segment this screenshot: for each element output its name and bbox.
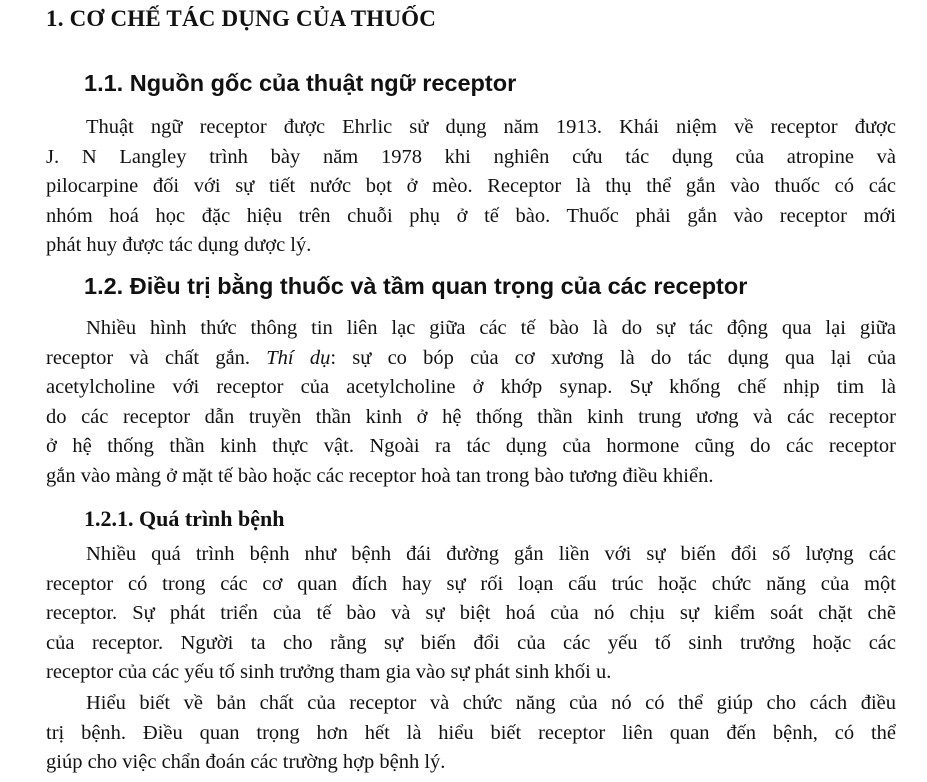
paragraph-line: Thuật ngữ receptor được Ehrlic sử dụng năm 1913. Khái niệm về receptor được [86,116,896,138]
paragraph-text: receptor và chất gắn. [46,346,267,369]
paragraph-line: receptor. Sự phát triển của tế bào và sự biệt hoá của nó chịu sự kiểm soát chặt chẽ [46,602,896,625]
subsection-heading-1-2: 1.2. Điều trị bằng thuốc và tầm quan trọng của các receptor [84,273,748,299]
paragraph-line: ở hệ thống thần kinh thực vật. Ngoài ra tác dụng của hormone cũng do các receptor [46,435,896,458]
paragraph-text: : sự co bóp của cơ xương là do tác dụng qua lại của [330,346,896,369]
section-heading: 1. CƠ CHẾ TÁC DỤNG CỦA THUỐC [46,6,437,31]
paragraph-1-2-1-a [46,540,896,688]
paragraph-line: gắn vào màng ở mặt tế bào hoặc các receptor hoà tan trong bào tương điều khiển. [46,464,714,487]
subsection-heading-1-1: 1.1. Nguồn gốc của thuật ngữ receptor [84,70,517,96]
subsection-heading-1-2-1: 1.2.1. Quá trình bệnh [84,506,285,531]
paragraph-line: receptor của các yếu tố sinh trưởng tham gia vào sự phát sinh khối u. [46,661,612,684]
paragraph-1-1 [46,113,896,261]
paragraph-line: Hiểu biết về bản chất của receptor và chức năng của nó có thể giúp cho cách điều [86,692,896,714]
paragraph-line: phát huy được tác dụng dược lý. [46,234,312,257]
paragraph-1-2-1-b [46,689,896,778]
paragraph-line [46,344,896,374]
paragraph-line: J. N Langley trình bày năm 1978 khi nghiên cứu tác dụng của atropine và [46,145,896,168]
paragraph-line: pilocarpine đối với sự tiết nước bọt ở mèo. Receptor là thụ thể gắn vào thuốc có các [46,175,896,198]
paragraph-1-2 [46,314,896,492]
example-label: Thí dụ [266,346,331,369]
paragraph-line: trị bệnh. Điều quan trọng hơn hết là hiểu biết receptor liên quan đến bệnh, có thể [46,721,896,744]
paragraph-line: receptor có trong các cơ quan đích hay sự rối loạn cấu trúc hoặc chức năng của một [46,572,896,595]
paragraph-line: Nhiều hình thức thông tin liên lạc giữa các tế bào là do sự tác động qua lại giữa [86,317,896,339]
paragraph-line: acetylcholine với receptor của acetylcholine ở khớp synap. Sự khống chế nhịp tim là [46,376,896,399]
paragraph-line: giúp cho việc chẩn đoán các trường hợp bệnh lý. [46,751,446,774]
paragraph-line: Nhiều quá trình bệnh như bệnh đái đường gắn liền với sự biến đổi số lượng các [86,543,896,565]
paragraph-line: của receptor. Người ta cho rằng sự biến đổi của các yếu tố sinh trưởng hoặc các [46,631,896,654]
paragraph-line: do các receptor dẫn truyền thần kinh ở hệ thống thần kinh trung ương và các receptor [46,405,896,428]
paragraph-line: nhóm hoá học đặc hiệu trên chuỗi phụ ở tế bào. Thuốc phải gắn vào receptor mới [46,204,896,227]
